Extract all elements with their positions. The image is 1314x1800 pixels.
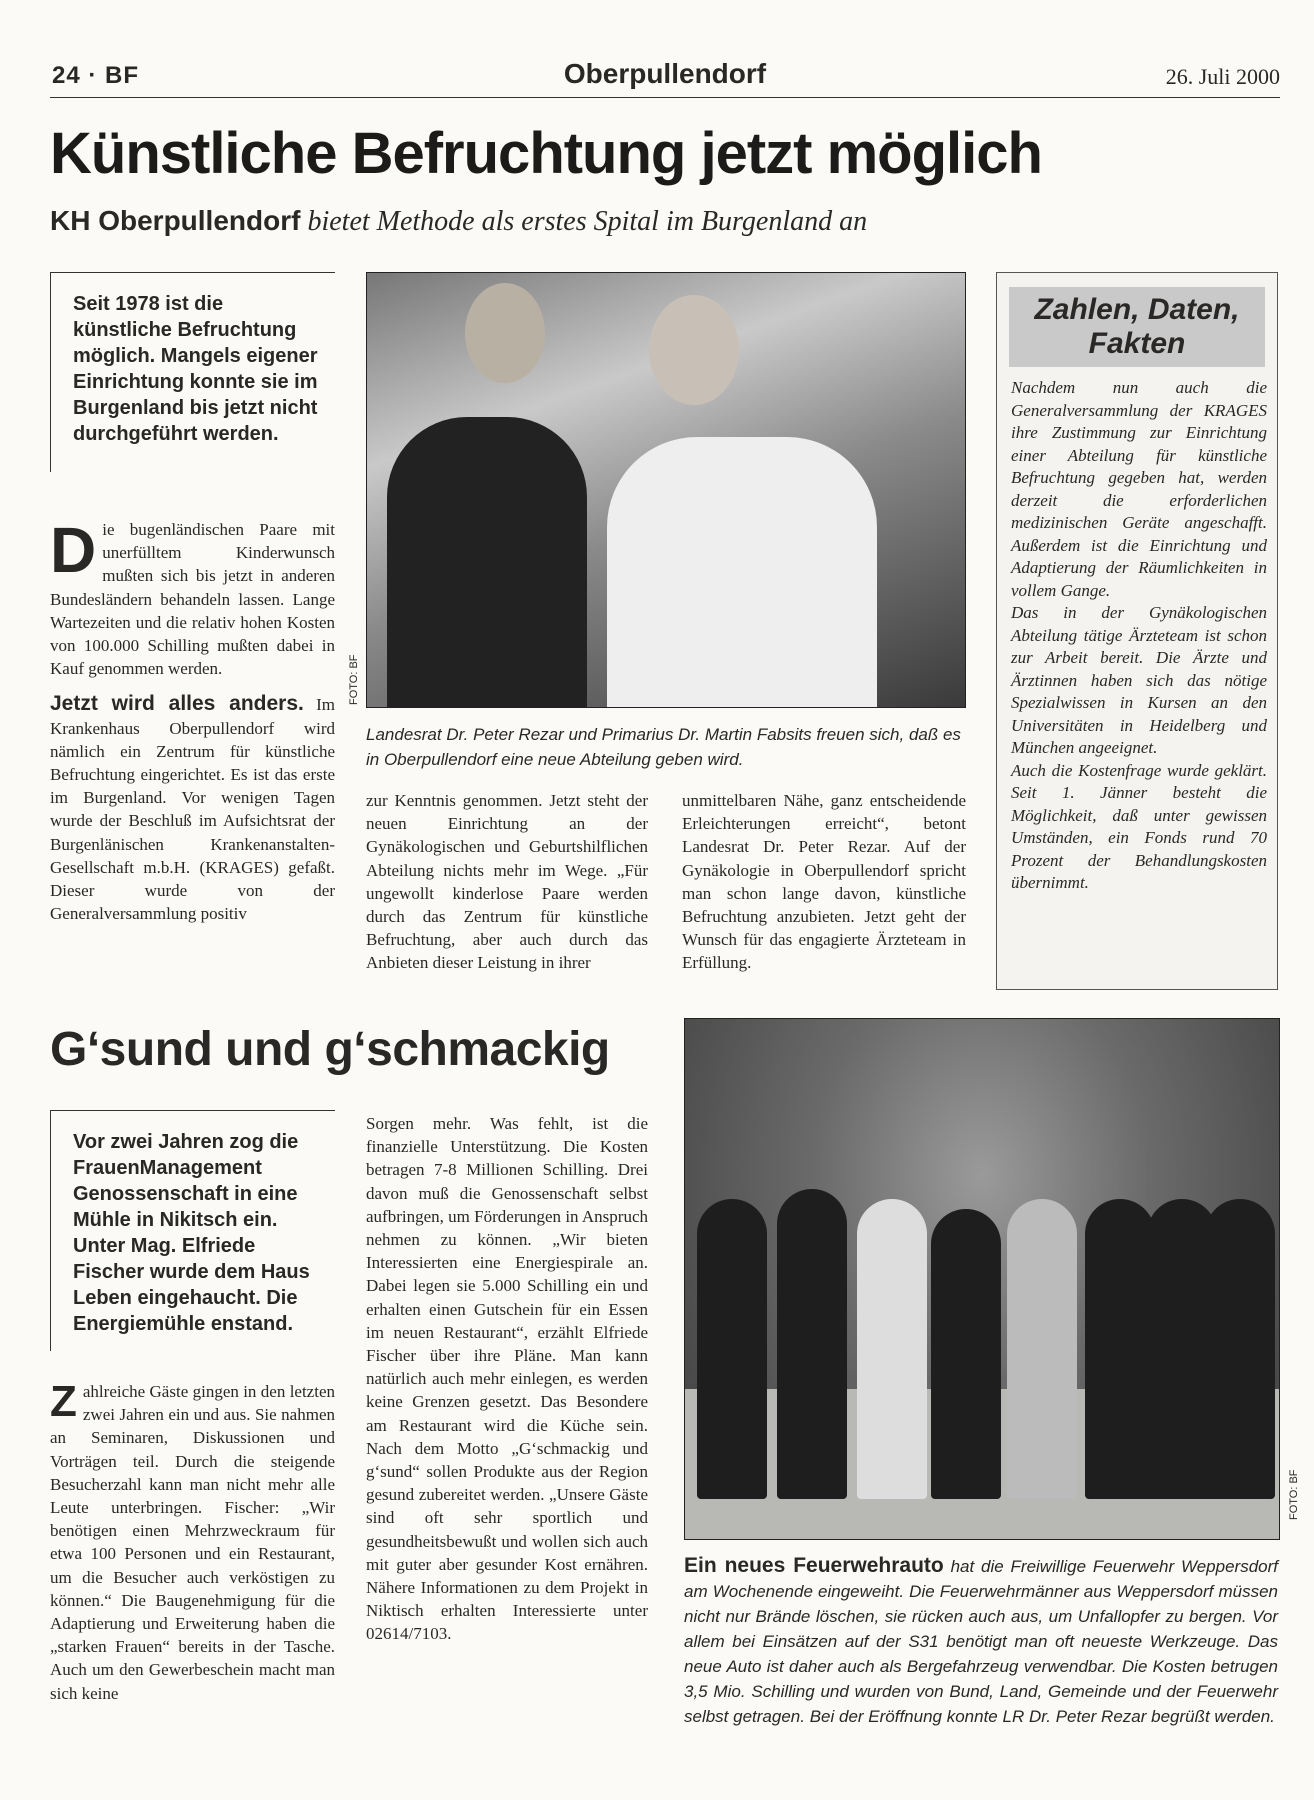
article1-headline: Künstliche Befruchtung jetzt möglich [50,121,1042,186]
paragraph: ahlreiche Gäste gingen in den letzten zwei Jahren ein und aus. Sie nahmen an Seminaren, Diskussionen und Vorträgen teil. Durch die steigende Besucherzahl kann man nicht mehr alle Leute unterbringen. Fischer: „Wir benötigen einen Mehrzweckraum für etwa 100 Personen und ein Restaurant, um die Besucher auch verköstigen zu können.“ Die Baugenehmigung für die Adaptierung und Erweiterung haben die „starken Frauen“ bereits in der Tasche. Auch um den Gewerbeschein macht man sich keine [50,1382,335,1703]
article2-column1 [50,1377,335,1705]
article2-lead: Vor zwei Jahren zog die FrauenManagement Genossenschaft in eine Mühle in Nikitsch ein. Unter Mag. Elfriede Fischer wurde dem Haus Leben eingehaucht. Die Energiemühle enstand. [50,1110,335,1351]
photo-credit: FOTO: BF [348,654,360,705]
photo-caption: Landesrat Dr. Peter Rezar und Primarius Dr. Martin Fabsits freuen sich, daß es in Oberpullendorf eine neue Abteilung geben wird. [366,725,961,769]
article2-headline: G‘sund und g‘schmackig [50,1023,610,1076]
subheading: Jetzt wird alles anders. [50,692,304,716]
issue-date: 26. Juli 2000 [1165,64,1280,89]
paragraph: ie bugenländischen Paare mit unerfülltem Kinderwunsch mußten sich bis jetzt in anderen Bundesländern behandeln lassen. Lange Wartezeiten und die relativ hohen Kosten von 100.000 Schilling mußten dabei in Kauf genommen werden. [50,520,335,679]
paragraph: Nachdem nun auch die Generalversammlung der KRAGES ihre Zustimmung zur Einrichtung einer Abteilung für künstliche Befruchtung gegeben hat, werden derzeit die erforderlichen medizinischen Geräte angeschafft. Außerdem ist die Einrichtung und Adaptierung der Räumlichkeiten in vollem Gange. [1011,378,1267,600]
page-number: 24 · BF [52,62,140,89]
paragraph: Auch die Kostenfrage wurde geklärt. Seit 1. Jänner besteht die Möglichkeit, daß unter gewissen Umständen, ein Fonds rund 70 Prozent der Behandlungskosten übernimmt. [1011,760,1267,892]
article1-column1 [50,514,335,925]
person [1007,1199,1077,1499]
section-title: Oberpullendorf [563,58,767,89]
drop-cap: D [50,514,97,586]
photo-fire-brigade [684,1018,1280,1540]
person [857,1199,927,1499]
person-head [649,295,739,405]
fact-box-title: Zahlen, Daten, Fakten [1009,287,1265,367]
article1-lead: Seit 1978 ist die künstliche Befruchtung möglich. Mangels eigener Einrichtung konnte sie im Burgenland bis jetzt nicht durchgeführt werden. [50,272,335,472]
person [1205,1199,1275,1499]
paragraph: Im Krankenhaus Oberpullendorf wird nämlich ein Zentrum für künstliche Befruchtung eingerichtet. Es ist das erste im Burgenland. Vor wenigen Tagen wurde der Beschluß im Aufsichtsrat der Burgenlänischen Krankenanstalten-Gesellschaft m.b.H. (KRAGES) gefaßt. Dieser wurde von der Generalversammlung positiv [50,695,335,924]
page-header [50,58,1280,98]
caption-lead: Ein neues Feuerwehrauto [684,1554,944,1577]
article2-column2: Sorgen mehr. Was fehlt, ist die finanzielle Unterstützung. Die Kosten betragen 7-8 Millionen Schilling. Drei davon muß die Genossenschaft selbst aufbringen, um Förderungen in Anspruch nehmen zu können. „Wir bieten Interessierten eine Energiespirale an. Dabei legen sie 5.000 Schilling ein und erhalten einen Gutschein für ein Essen im neuen Restaurant“, erzählt Elfriede Fischer über ihre Pläne. Man kann natürlich auch mehr einlegen, es werden keine Grenzen gesetzt. Das Besondere am Restaurant wird die Küche sein. Nach dem Motto „G‘schmackig und g‘sund“ sollen Produkte aus der Region gesund zubereitet werden. „Unsere Gäste sind oft sehr sportlich und gesundheitsbewußt und wollen sich auch mit guter aber gesunder Kost ernähren. Nähere Informationen zu dem Projekt in Niktisch erhalten Interessierte unter 02614/7103. [366,1114,648,1644]
person [607,437,877,707]
person-head [465,283,545,383]
photo-doctors [366,272,966,708]
caption-text: hat die Freiwillige Feuerwehr Weppersdorf am Wochenende eingeweiht. Die Feuerwehrmänner aus Weppersdorf müssen nicht nur Brände löschen, sie rücken auch aus, um Unfallopfer zu bergen. Vor allem bei Einsätzen auf der S31 benötigt man oft neueste Werkzeuge. Das neue Auto ist daher auch als Bergefahrzeug verwendbar. Die Kosten betrugen 3,5 Mio. Schilling und wurden von Bund, Land, Gemeinde und der Feuerwehr selbst getragen. Bei der Eröffnung konnte LR Dr. Peter Rezar begrüßt werden. [684,1557,1278,1726]
article1-column3: unmittelbaren Nähe, ganz entscheidende Erleichterungen erreicht“, betont Landesrat Dr. Peter Rezar. Auf der Gynäkologie in Oberpullendorf spricht man schon lange davon, künstliche Befruchtung anzubieten. Jetzt geht der Wunsch für das engagierte Ärzteteam in Erfüllung. [682,791,966,973]
photo-credit: FOTO: BF [1288,1469,1300,1520]
person [931,1209,1001,1499]
fact-box [996,272,1278,990]
person [697,1199,767,1499]
drop-cap: Z [50,1377,77,1426]
subhead-bold: KH Oberpullendorf [50,205,301,236]
fire-brigade-caption [684,1553,1278,1729]
article1-column2: zur Kenntnis genommen. Jetzt steht der neuen Einrichtung an der Gynäkologischen und Geburtshilflichen Abteilung nichts mehr im Wege. „Für ungewollt kinderlose Paare werden durch das Zentrum für künstliche Befruchtung, aber auch durch das Anbieten dieser Leistung in ihrer [366,791,648,973]
subhead-italic: bietet Methode als erstes Spital im Burgenland an [307,206,868,237]
person [387,417,587,707]
paragraph: Das in der Gynäkologischen Abteilung tätige Ärzteteam ist schon zur Arbeit bereit. Die Ärzte und Ärztinnen haben sich das nötige Spezialwissen in Kursen an den Universitäten in Heidelberg und München angeeignet. [1011,603,1267,757]
article1-subhead [50,205,867,238]
person [777,1189,847,1499]
person [1085,1199,1155,1499]
fact-box-text [997,377,1277,895]
